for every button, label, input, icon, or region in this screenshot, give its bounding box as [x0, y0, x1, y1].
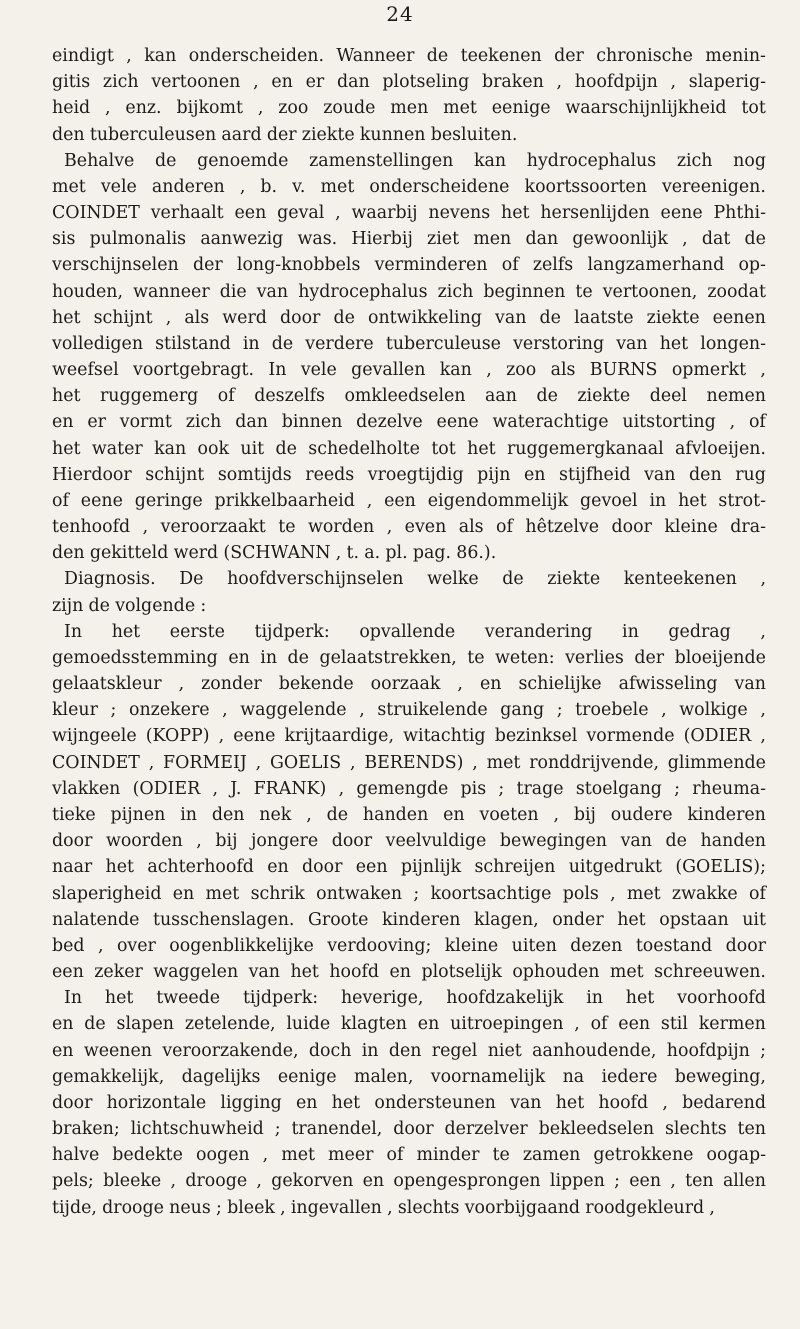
- text-line: In het eerste tijdperk: opvallende verandering in gedrag ,: [64, 621, 766, 642]
- text-line: nalatende tusschenslagen. Groote kinderen klagen, onder het opstaan uit: [52, 909, 766, 930]
- text-line: kleur ; onzekere , waggelende , struikelende gang ; troebele , wolkige ,: [52, 700, 766, 721]
- text-line: COINDET , FORMEIJ , GOELIS , BERENDS) , met ronddrijvende, glimmende: [52, 752, 766, 773]
- text-line: heid , enz. bijkomt , zoo zoude men met eenige waarschijnlijkheid tot: [52, 98, 766, 119]
- text-line: sis pulmonalis aanwezig was. Hierbij ziet men dan gewoonlijk , dat de: [52, 229, 766, 250]
- text-line: slaperigheid en met schrik ontwaken ; koortsachtige pols , met zwakke of: [52, 883, 766, 904]
- text-line: gemoedsstemming en in de gelaatstrekken, te weten: verlies der bloeijende: [52, 647, 766, 668]
- text-line: en er vormt zich dan binnen dezelve eene waterachtige uitstorting , of: [52, 412, 766, 433]
- body-text: [52, 44, 766, 1222]
- text-line: den gekitteld werd (SCHWANN , t. a. pl. pag. 86.).: [52, 543, 497, 564]
- text-line: gitis zich vertoonen , en er dan plotseling braken , hoofdpijn , slaperig-: [52, 72, 766, 93]
- text-line: en weenen veroorzakende, doch in den regel niet aanhoudende, hoofdpijn ;: [52, 1040, 766, 1061]
- text-line: zijn de volgende :: [52, 595, 207, 616]
- text-line: het water kan ook uit de schedelholte tot het ruggemergkanaal afvloeijen.: [52, 438, 766, 459]
- text-line: volledigen stilstand in de verdere tuberculeuse verstoring van het longen-: [52, 333, 766, 354]
- text-line: tijde, drooge neus ; bleek , ingevallen , slechts voorbijgaand roodgekleurd ,: [52, 1197, 715, 1218]
- text-line: In het tweede tijdperk: heverige, hoofdzakelijk in het voorhoofd: [64, 988, 766, 1009]
- text-line: gemakkelijk, dagelijks eenige malen, voornamelijk na iedere beweging,: [52, 1066, 766, 1087]
- text-line: een zeker waggelen van het hoofd en plotselijk ophouden met schreeuwen.: [52, 962, 766, 983]
- text-line: Diagnosis. De hoofdverschijnselen welke de ziekte kenteekenen ,: [64, 569, 766, 590]
- text-line: weefsel voortgebragt. In vele gevallen kan , zoo als BURNS opmerkt ,: [52, 360, 766, 381]
- text-line: door horizontale ligging en het ondersteunen van het hoofd , bedarend: [52, 1092, 766, 1113]
- text-line: houden, wanneer die van hydrocephalus zich beginnen te vertoonen, zoodat: [52, 281, 766, 302]
- text-line: naar het achterhoofd en door een pijnlijk schreijen uitgedrukt (GOELIS);: [52, 857, 766, 878]
- text-line: pels; bleeke , drooge , gekorven en opengesprongen lippen ; een , ten allen: [52, 1171, 766, 1192]
- text-line: COINDET verhaalt een geval , waarbij nevens het hersenlijden eene Phthi-: [52, 203, 766, 224]
- text-line: braken; lichtschuwheid ; tranendel, door derzelver bekleedselen slechts ten: [52, 1119, 766, 1140]
- text-line: verschijnselen der long-knobbels verminderen of zelfs langzamerhand op-: [52, 255, 766, 276]
- text-line: het ruggemerg of deszelfs omkleedselen aan de ziekte deel nemen: [52, 386, 766, 407]
- text-line: met vele anderen , b. v. met onderscheidene koortssoorten vereenigen.: [52, 176, 766, 197]
- text-line: gelaatskleur , zonder bekende oorzaak , en schielijke afwisseling van: [52, 674, 766, 695]
- page-number: 24: [386, 2, 414, 26]
- text-line: den tuberculeusen aard der ziekte kunnen besluiten.: [52, 124, 518, 145]
- text-line: bed , over oogenblikkelijke verdooving; kleine uiten dezen toestand door: [52, 935, 766, 956]
- text-line: door woorden , bij jongere door veelvuldige bewegingen van de handen: [52, 831, 766, 852]
- text-line: Hierdoor schijnt somtijds reeds vroegtijdig pijn en stijfheid van den rug: [52, 464, 766, 485]
- text-line: tieke pijnen in den nek , de handen en voeten , bij oudere kinderen: [52, 804, 766, 825]
- text-line: en de slapen zetelende, luide klagten en uitroepingen , of een stil kermen: [52, 1014, 766, 1035]
- text-line: Behalve de genoemde zamenstellingen kan hydrocephalus zich nog: [64, 150, 766, 171]
- text-line: eindigt , kan onderscheiden. Wanneer de teekenen der chronische menin-: [52, 46, 766, 66]
- text-line: tenhoofd , veroorzaakt te worden , even als of hêtzelve door kleine dra-: [52, 517, 766, 538]
- text-line: het schijnt , als werd door de ontwikkeling van de laatste ziekte eenen: [52, 307, 766, 328]
- text-line: halve bedekte oogen , met meer of minder te zamen getrokkene oogap-: [52, 1145, 766, 1166]
- text-line: wijngeele (KOPP) , eene krijtaardige, witachtig bezinksel vormende (ODIER ,: [52, 726, 766, 747]
- text-line: vlakken (ODIER , J. FRANK) , gemengde pis ; trage stoelgang ; rheuma-: [52, 778, 766, 799]
- text-line: of eene geringe prikkelbaarheid , een eigendommelijk gevoel in het strot-: [52, 490, 766, 511]
